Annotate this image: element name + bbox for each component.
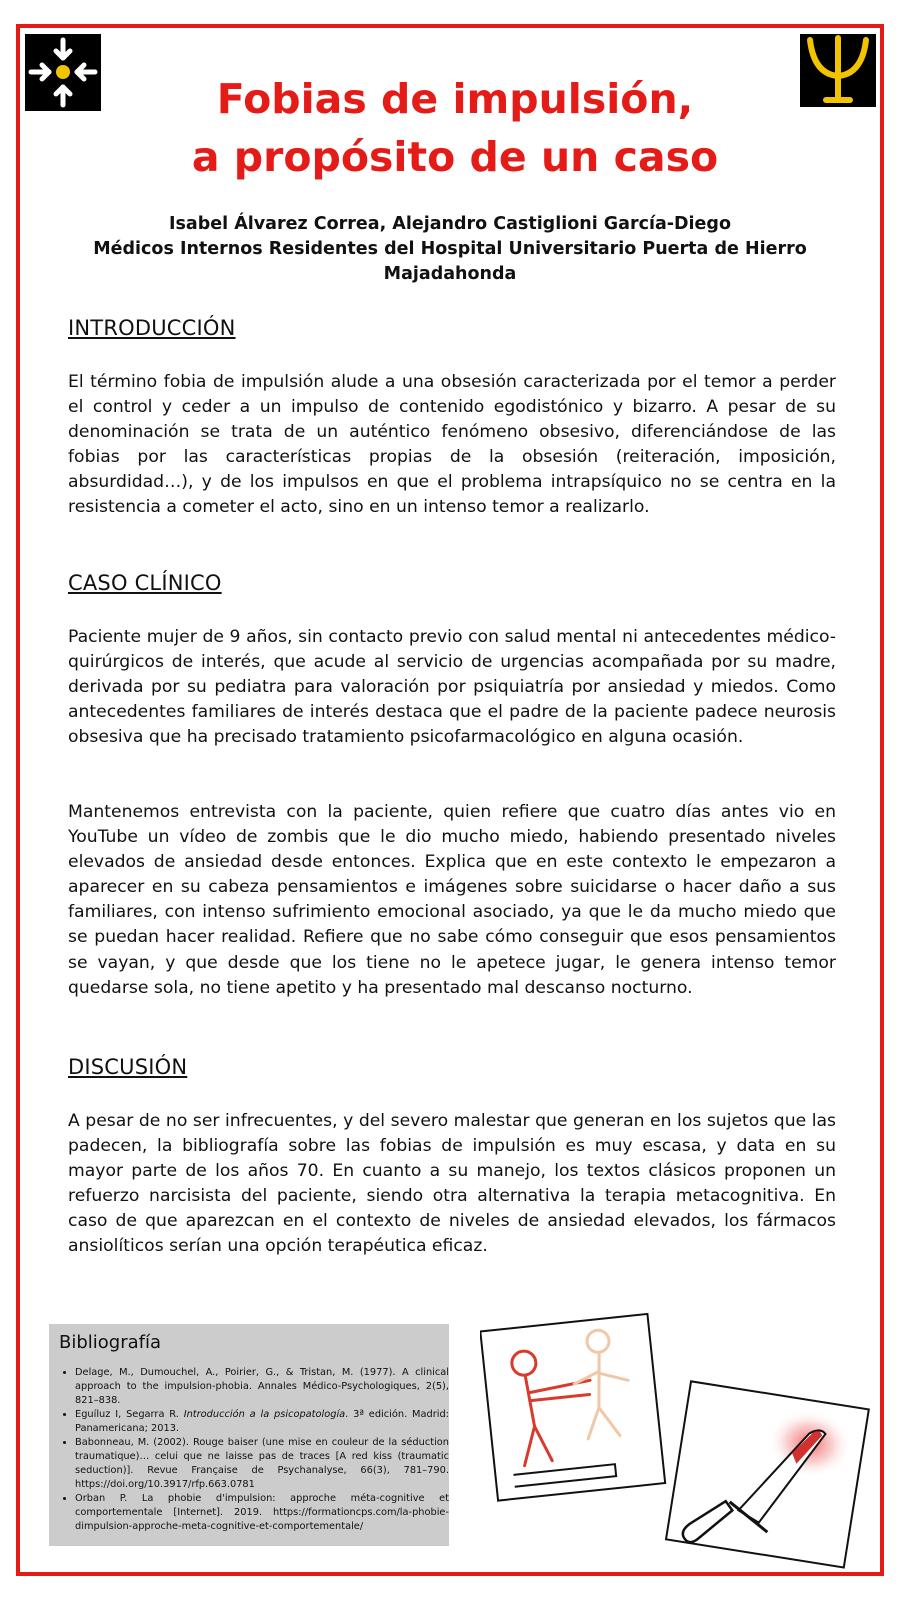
intro-text: El término fobia de impulsión alude a una obsesión caracterizada por el temor a perder el control y ceder a un impulso de contenido egodistónico y bizarro. A pesar de su denominación se trata de un auténtico fenómeno obsesivo, diferenciándose de las fobias por las características propias de la obsesión (reiteración, imposición, absurdidad…), y de los impulsos en que el problema intrapsíquico no se centra en la resistencia a cometer el acto, sino en un intenso temor a realizarlo. [68, 372, 836, 518]
bibliography-ref-4: • Orban P. La phobie d'impulsion: approche méta-cognitive et comportementale [Internet]. 2019. https://formationcps.com/la-phobie-dimpulsion-approche-meta-cognitive-et-comportementale/ [75, 1492, 449, 1534]
authors-block [40, 212, 860, 287]
bibliography-title: Bibliografía [59, 1332, 162, 1353]
intro-heading: INTRODUCCIÓN [68, 316, 236, 340]
arrows-to-center-icon [25, 34, 101, 111]
bibliography-ref-2: • Eguíluz I, Segarra R. Introducción a la psicopatología. 3ª edición. Madrid: Panamericana; 2013. [75, 1408, 449, 1436]
title-line-2: a propósito de un caso [191, 133, 719, 181]
psi-icon [800, 34, 876, 107]
author-names: Isabel Álvarez Correa, Alejandro Castiglioni García-Diego [169, 214, 731, 234]
case-heading: CASO CLÍNICO [68, 571, 222, 595]
bibliography-list [59, 1366, 449, 1534]
case-text-2: Mantenemos entrevista con la paciente, quien refiere que cuatro días antes vio en YouTube un vídeo de zombis que le dio mucho miedo, habiendo presentado niveles elevados de ansiedad desde entonces. Explica que en este contexto le empezaron a aparecer en su cabeza pensamientos e imágenes sobre suicidarse o hacer daño a sus familiares, con intenso sufrimiento emocional asociado, ya que le da mucho miedo que se puedan hacer realidad. Refiere que no sabe cómo conseguir que esos pensamientos se vayan, y que desde que los tiene no le apetece jugar, le genera intenso temor quedarse sola, no tiene apetito y ha presentado mal descanso nocturno. [68, 802, 836, 998]
author-affiliation: Médicos Internos Residentes del Hospital Universitario Puerta de Hierro Majadahonda [93, 239, 807, 284]
illustration-collage [480, 1310, 880, 1570]
bloody-knife-illustration [666, 1381, 869, 1567]
bibliography-ref-3: • Babonneau, M. (2002). Rouge baiser (une mise en couleur de la séduction traumatique)… celui que ne laisse pas de traces [A red kiss (traumatic seduction)]. Revue Française de Psychanalyse, 66(3), 781–790. https://doi.org/10.3917/rfp.663.0781 [75, 1436, 449, 1492]
title-line-1: Fobias de impulsión, [216, 75, 694, 123]
poster-title [110, 70, 800, 186]
discussion-heading: DISCUSIÓN [68, 1055, 188, 1079]
discussion-text: A pesar de no ser infrecuentes, y del severo malestar que generan en los sujetos que las padecen, la bibliografía sobre las fobias de impulsión es muy escasa, y data en su mayor parte de los años 70. En cuanto a su manejo, los textos clásicos proponen un refuerzo narcisista del paciente, siendo otra alternativa la terapia metacognitiva. En caso de que aparezcan en el contexto de niveles de ansiedad elevados, los fármacos ansiolíticos serían una opción terapéutica eficaz. [68, 1111, 836, 1257]
bibliography-box [49, 1324, 449, 1546]
bibliography-ref-1: • Delage, M., Dumouchel, A., Poirier, G., & Tristan, M. (1977). A clinical approach to the impulsion-phobia. Annales Médico-Psychologiques, 2(5), 821–838. [75, 1366, 449, 1408]
case-text-1: Paciente mujer de 9 años, sin contacto previo con salud mental ni antecedentes médico-quirúrgicos de interés, que acude al servicio de urgencias acompañada por su madre, derivada por su pediatra para valoración por psiquiatría por ansiedad y miedos. Como antecedentes familiares de interés destaca que el padre de la paciente padece neurosis obsesiva que ha precisado tratamiento psicofarmacológico en alguna ocasión. [68, 627, 836, 748]
stick-figures-pushing-illustration [480, 1314, 665, 1501]
